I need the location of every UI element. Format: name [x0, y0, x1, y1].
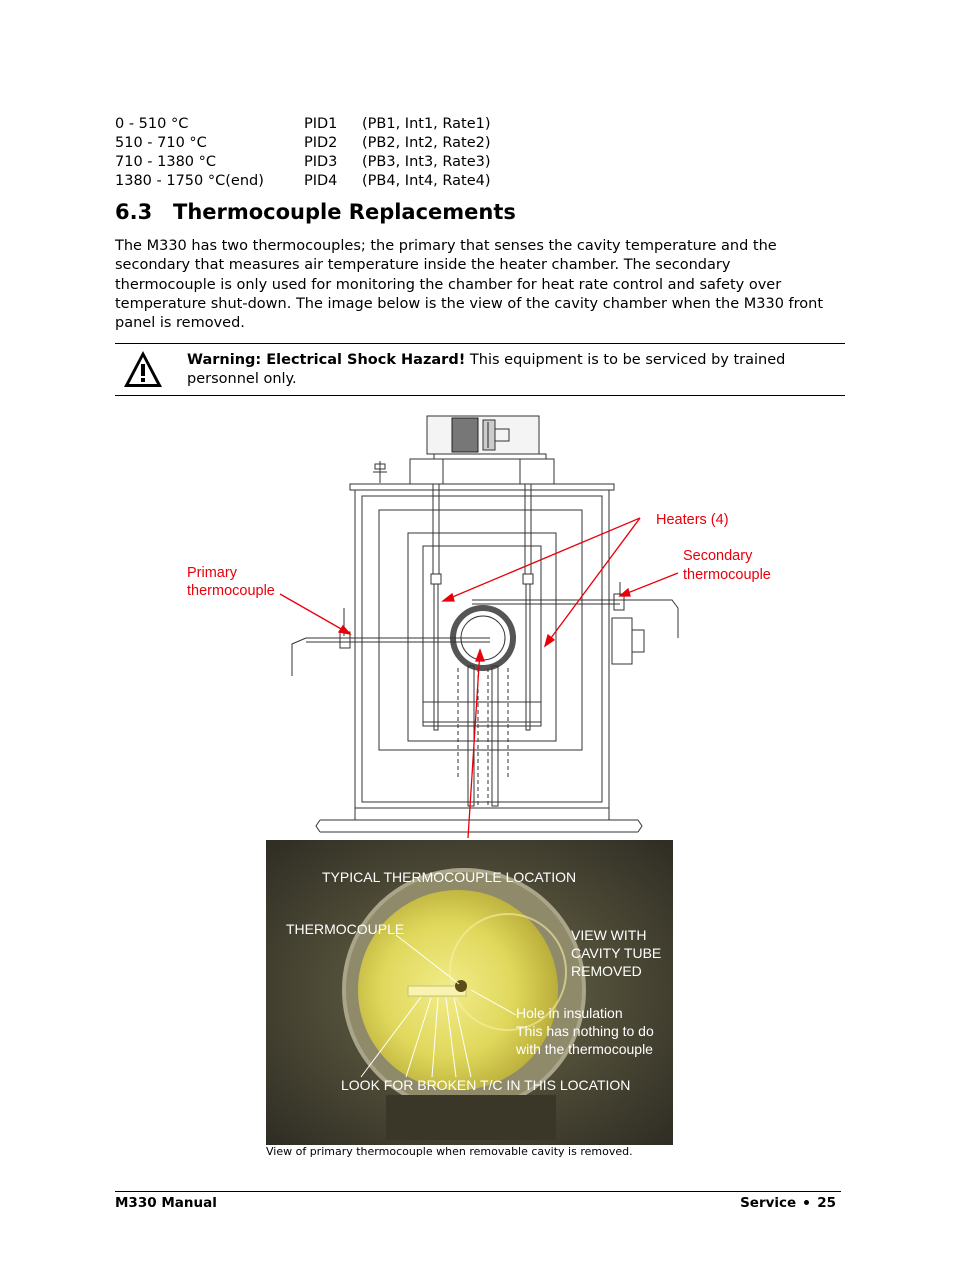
pid-params: (PB4, Int4, Rate4): [362, 173, 491, 189]
pid-name: PID4: [304, 173, 338, 189]
page-number: 25: [817, 1195, 836, 1211]
warning-triangle-icon: [122, 349, 164, 389]
photo-label-view2: CAVITY TUBE: [571, 945, 662, 961]
pid-name: PID1: [304, 116, 338, 132]
pid-name: PID3: [304, 154, 338, 170]
photo-label-hole1: Hole in insulation: [516, 1005, 623, 1021]
footer-manual-title: M330 Manual: [115, 1195, 217, 1211]
section-number: 6.3: [115, 200, 153, 224]
primary-label-line2: thermocouple: [187, 583, 275, 599]
pid-params: (PB3, Int3, Rate3): [362, 154, 491, 170]
photo-label-look: LOOK FOR BROKEN T/C IN THIS LOCATION: [341, 1077, 631, 1093]
pid-row: [115, 153, 515, 172]
warning-bottom-rule: [115, 395, 845, 396]
thermocouple-photo: [266, 840, 673, 1145]
section-heading: [115, 200, 516, 224]
pid-range: 1380 - 1750 °C(end): [115, 173, 264, 189]
secondary-label-line1: Secondary: [683, 548, 753, 564]
photo-label-hole3: with the thermocouple: [516, 1041, 653, 1057]
pid-range: 710 - 1380 °C: [115, 154, 217, 170]
warning-body: This equipment is to be serviced by trained personnel only.: [187, 352, 786, 388]
photo-label-view1: VIEW WITH: [571, 927, 647, 943]
footer-page-info: [740, 1195, 836, 1211]
photo-label-typical: TYPICAL THERMOCOUPLE LOCATION: [322, 869, 577, 885]
pid-params: (PB1, Int1, Rate1): [362, 116, 491, 132]
footer-rule: [115, 1191, 841, 1192]
warning-bold: Warning: Electrical Shock Hazard!: [187, 352, 466, 368]
body-paragraph: The M330 has two thermocouples; the primary that senses the cavity temperature and the secondary that measures air temperature inside the heater chamber. The secondary thermocouple is only used for monitoring the chamber for heat rate control and safety over temperature shut-down. The image below is the view of the cavity chamber when the M330 front panel is removed.: [115, 238, 824, 332]
cavity-chamber-diagram: [187, 398, 771, 846]
section-title: Thermocouple Replacements: [173, 200, 516, 224]
pid-params: (PB2, Int2, Rate2): [362, 135, 491, 151]
photo-caption: View of primary thermocouple when removable cavity is removed.: [266, 1145, 633, 1158]
pid-range: 510 - 710 °C: [115, 135, 207, 151]
photo-label-thermocouple: THERMOCOUPLE: [286, 921, 405, 937]
warning-top-rule: [115, 343, 845, 344]
pid-row: [115, 172, 515, 191]
pid-range: 0 - 510 °C: [115, 116, 189, 132]
pid-row: [115, 134, 515, 153]
warning-text: [187, 351, 827, 390]
photo-label-hole2: This has nothing to do: [516, 1023, 654, 1039]
primary-label-line1: Primary: [187, 565, 237, 581]
footer-section: Service: [740, 1195, 797, 1211]
pid-row: [115, 115, 515, 134]
bullet-icon: [804, 1200, 809, 1205]
photo-label-view3: REMOVED: [571, 963, 642, 979]
secondary-label-line2: thermocouple: [683, 567, 771, 583]
heaters-label: Heaters (4): [656, 512, 729, 528]
pid-name: PID2: [304, 135, 338, 151]
pid-table: [115, 115, 515, 191]
